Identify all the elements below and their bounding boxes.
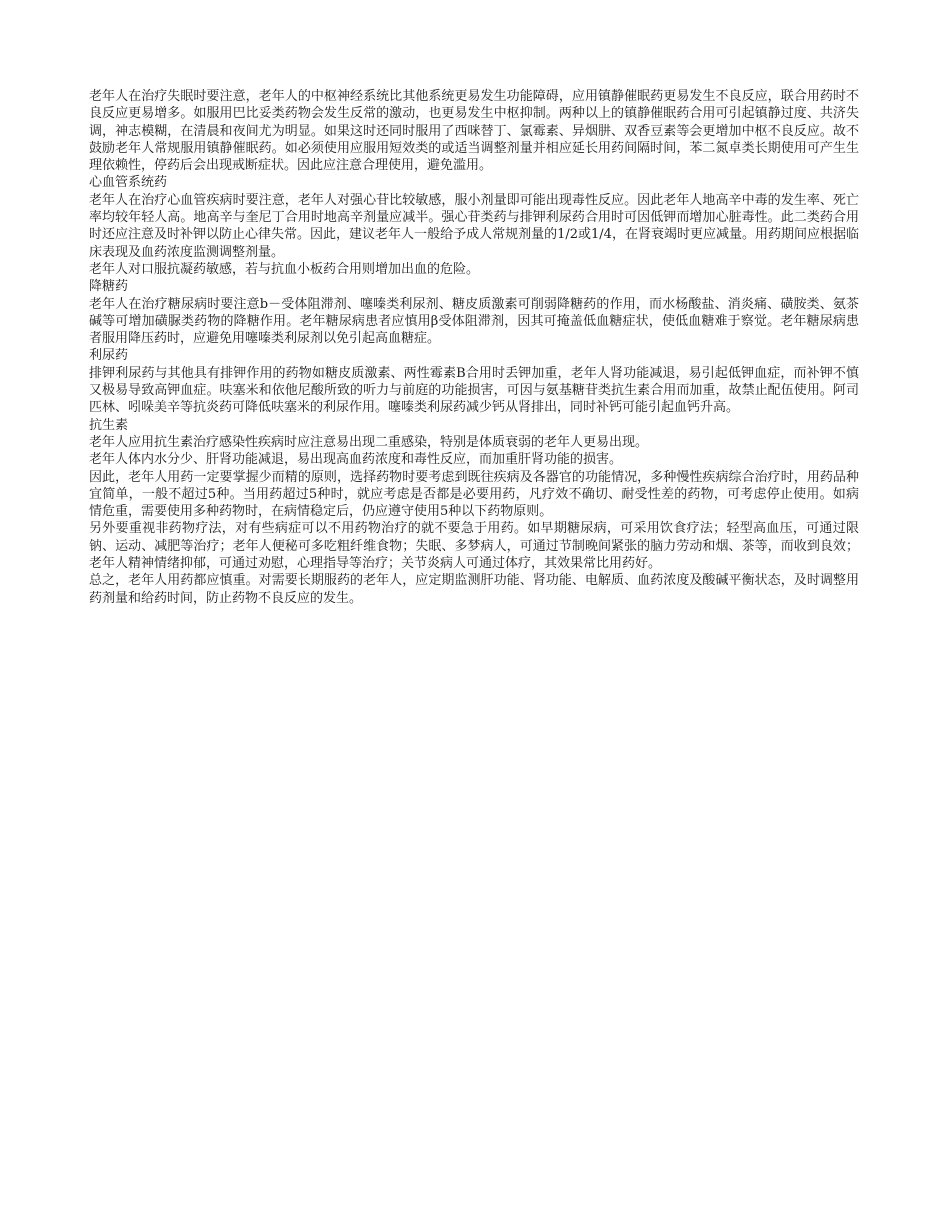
document-page [89, 88, 859, 607]
paragraph-non-drug-therapy: 另外要重视非药物疗法，对有些病症可以不用药物治疗的就不要急于用药。如早期糖尿病，可采用饮食疗法；轻型高血压，可通过限钠、运动、减肥等治疗；老年人便秘可多吃粗纤维食物；失眠、多梦病人，可通过节制晚间紧张的脑力劳动和烟、茶等，而收到良效；老年人精神情绪抑郁，可通过劝慰，心理指导等治疗；关节炎病人可通过体疗，其效果常比用药好。 [89, 521, 859, 572]
paragraph-hypoglycemic: 老年人在治疗糖尿病时要注意b－受体阻滞剂、噻嗪类利尿剂、糖皮质激素可削弱降糖药的作用，而水杨酸盐、消炎痛、磺胺类、氨茶碱等可增加磺脲类药物的降糖作用。老年糖尿病患者应慎用β受体阻滞剂，因其可掩盖低血糖症状，使低血糖难于察觉。老年糖尿病患者服用降压药时，应避免用噻嗪类利尿剂以免引起高血糖症。 [89, 296, 859, 347]
heading-diuretic: 利尿药 [89, 348, 129, 364]
paragraph-conclusion: 总之，老年人用药都应慎重。对需要长期服药的老年人，应定期监测肝功能、肾功能、电解质、血药浓度及酸碱平衡状态，及时调整用药剂量和给药时间，防止药物不良反应的发生。 [89, 573, 859, 606]
paragraph-insomnia: 老年人在治疗失眠时要注意，老年人的中枢神经系统比其他系统更易发生功能障碍，应用镇静催眠药更易发生不良反应，联合用药时不良反应更易增多。如服用巴比妥类药物会发生反常的激动，也更易发生中枢抑制。两种以上的镇静催眠药合用可引起镇静过度、共济失调，神志模糊，在清晨和夜间尤为明显。如果这时还同时服用了西咪替丁、氯霉素、异烟肼、双香豆素等会更增加中枢不良反应。故不鼓励老年人常规服用镇静催眠药。如必须使用应服用短效类的或适当调整剂量并相应延长用药间隔时间，苯二氮卓类长期使用可产生生理依赖性，停药后会出现戒断症状。因此应注意合理使用，避免滥用。 [89, 89, 859, 174]
heading-hypoglycemic: 降糖药 [89, 279, 129, 295]
heading-cardiovascular: 心血管系统药 [89, 175, 168, 191]
paragraph-cardiovascular: 老年人在治疗心血管疾病时要注意，老年人对强心苷比较敏感，服小剂量即可能出现毒性反应。因此老年人地高辛中毒的发生率、死亡率均较年轻人高。地高辛与奎尼丁合用时地高辛剂量应减半。强心苷类药与排钾利尿药合用时可因低钾而增加心脏毒性。此二类药合用时还应注意及时补钾以防止心律失常。因此，建议老年人一般给予成人常规剂量的1/2或1/4，在肾衰竭时更应减量。用药期间应根据临床表现及血药浓度监测调整剂量。 [89, 192, 859, 260]
paragraph-liver-kidney: 老年人体内水分少、肝肾功能减退，易出现高血药浓度和毒性反应，而加重肝肾功能的损害。 [89, 452, 623, 468]
paragraph-diuretic: 排钾利尿药与其他具有排钾作用的药物如糖皮质激素、两性霉素B合用时丢钾加重，老年人肾功能减退，易引起低钾血症，而补钾不慎又极易导致高钾血症。呋塞米和依他尼酸所致的听力与前庭的功能损害，可因与氨基糖苷类抗生素合用而加重，故禁止配伍使用。阿司匹林、吲哚美辛等抗炎药可降低呋塞米的利尿作用。噻嗪类利尿药减少钙从肾排出，同时补钙可能引起血钙升高。 [89, 365, 859, 416]
paragraph-anticoagulant: 老年人对口服抗凝药敏感，若与抗血小板药合用则增加出血的危险。 [89, 261, 480, 277]
paragraph-principle: 因此，老年人用药一定要掌握少而精的原则，选择药物时要考虑到既往疾病及各器官的功能情况，多种慢性疾病综合治疗时，用药品种宜简单，一般不超过5种。当用药超过5种时，就应考虑是否都是必要用药，凡疗效不确切、耐受性差的药物，可考虑停止使用。如病情危重，需要使用多种药物时，在病情稳定后，仍应遵守使用5种以下药物原则。 [89, 469, 859, 520]
heading-antibiotic: 抗生素 [89, 417, 129, 433]
paragraph-antibiotic: 老年人应用抗生素治疗感染性疾病时应注意易出现二重感染，特别是体质衰弱的老年人更易出现。 [89, 434, 649, 450]
